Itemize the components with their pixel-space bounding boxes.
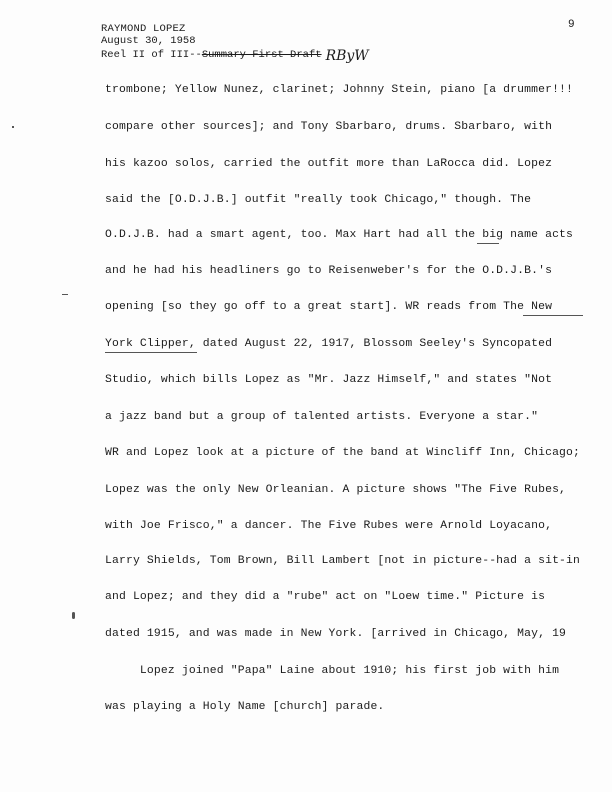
body-line: opening [so they go off to a great start]. WR reads from The New [105,301,553,313]
underline-york-clipper [105,352,197,353]
body-line: a jazz band but a group of talented artists. Everyone a star." [105,411,539,423]
header-reel-line [101,47,369,64]
body-line: Lopez was the only New Orleanian. A picture shows "The Five Rubes, [105,484,567,496]
body-line: and Lopez; and they did a "rube" act on "Loew time." Picture is [105,591,546,603]
body-line: York Clipper, dated August 22, 1917, Blossom Seeley's Syncopated [105,338,553,350]
header-struck-summary: Summary First Draft [201,49,322,61]
body-line: Lopez joined "Papa" Laine about 1910; his first job with him [105,665,560,677]
body-line: O.D.J.B. had a smart agent, too. Max Hart had all the big name acts [105,229,574,241]
body-line: Larry Shields, Tom Brown, Bill Lambert [not in picture--had a sit-in [105,555,581,567]
body-line: Studio, which bills Lopez as "Mr. Jazz Himself," and states "Not [105,374,553,386]
header-interviewee-name: RAYMOND LOPEZ [101,23,186,35]
header-interview-date: August 30, 1958 [101,35,196,47]
body-line: with Joe Frisco," a dancer. The Five Rubes were Arnold Loyacano, [105,520,553,532]
scan-speck [12,126,14,128]
body-line: his kazoo solos, carried the outfit more than LaRocca did. Lopez [105,158,553,170]
body-line: said the [O.D.J.B.] outfit "really took Chicago," though. The [105,194,532,206]
body-line: compare other sources]; and Tony Sbarbaro, drums. Sbarbaro, with [105,121,553,133]
underline-the-new [523,315,583,316]
scan-speck [72,612,75,619]
scan-speck [62,294,68,295]
body-line: dated 1915, and was made in New York. [arrived in Chicago, May, 19 [105,628,567,640]
body-line: was playing a Holy Name [church] parade. [105,701,385,713]
underline-all [477,243,499,244]
header-reel-prefix: Reel II of III-- [101,49,202,61]
handwritten-initials: RByW [325,48,369,64]
page-number: 9 [568,19,575,31]
body-line: WR and Lopez look at a picture of the band at Wincliff Inn, Chicago; [105,447,581,459]
body-line: and he had his headliners go to Reisenweber's for the O.D.J.B.'s [105,265,553,277]
body-line: trombone; Yellow Nunez, clarinet; Johnny Stein, piano [a drummer!!! [105,84,574,96]
